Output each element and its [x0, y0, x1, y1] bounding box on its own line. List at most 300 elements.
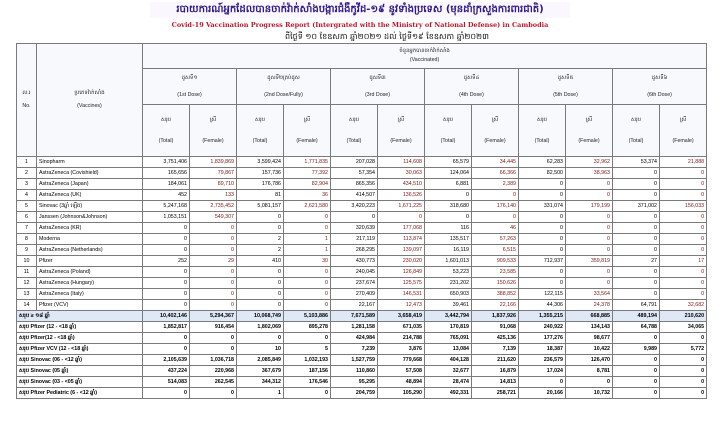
row-value: 0	[660, 168, 707, 179]
row-value: 150,626	[472, 278, 519, 289]
subtotal-value: 28,474	[425, 377, 472, 388]
dose-en: (5th Dose)	[553, 91, 578, 98]
row-value: 0	[190, 267, 237, 278]
female-en: (Female)	[578, 137, 600, 144]
row-value: 0	[143, 300, 190, 311]
row-value: 0	[519, 190, 566, 201]
subtotal-value: 765,091	[425, 333, 472, 344]
subtotal-value: 0	[190, 344, 237, 355]
row-value: 0	[519, 245, 566, 256]
row-value: 0	[566, 190, 613, 201]
subtotal-value: 0	[613, 366, 660, 377]
row-value: 0	[613, 245, 660, 256]
subtotal-value: 10,422	[566, 344, 613, 355]
row-value: 230,020	[378, 256, 425, 267]
row-value: 414,507	[331, 190, 378, 201]
row-no: 2	[17, 168, 37, 179]
col-no-header	[17, 44, 37, 157]
col-vaccine-kh: ប្រភេទវ៉ាក់សាំង	[74, 90, 105, 96]
table-row	[17, 168, 707, 179]
subtotal-value: 258,721	[472, 388, 519, 399]
row-vaccine: Sinovac (3ឆ្នាំ ឡើង)	[37, 201, 143, 212]
row-value: 434,510	[378, 179, 425, 190]
row-value: 114,608	[378, 157, 425, 168]
subtotal-value: 0	[143, 333, 190, 344]
row-value: 77,392	[284, 168, 331, 179]
row-value: 125,575	[378, 278, 425, 289]
row-value: 1,601,013	[425, 256, 472, 267]
row-value: 359,819	[566, 256, 613, 267]
subtotal-value: 10,732	[566, 388, 613, 399]
row-value: 0	[660, 212, 707, 223]
subtotal-value: 0	[613, 333, 660, 344]
row-value: 0	[519, 234, 566, 245]
row-value: 81	[237, 190, 284, 201]
vaccinated-en: (Vaccinated)	[409, 57, 440, 63]
row-vaccine: AstraZeneca (Covishield)	[37, 168, 143, 179]
sum-row	[17, 311, 707, 322]
dose-en: (3rd Dose)	[364, 91, 391, 98]
row-no: 13	[17, 289, 37, 300]
subtotal-value: 1,281,158	[331, 322, 378, 333]
subtotal-value: 424,984	[331, 333, 378, 344]
row-value: 0	[143, 267, 190, 278]
row-value: 0	[566, 278, 613, 289]
row-value: 865,356	[331, 179, 378, 190]
subtotal-value: 0	[660, 355, 707, 366]
table-row	[17, 300, 707, 311]
subtotal-value: 95,295	[331, 377, 378, 388]
female-kh: ស្រី	[397, 116, 405, 123]
row-value: 0	[613, 278, 660, 289]
dose-header-2	[237, 69, 331, 105]
dose-kh: ដូសទី៥	[557, 74, 574, 81]
table-row	[17, 289, 707, 300]
row-value: 909,533	[472, 256, 519, 267]
row-value: 124,064	[425, 168, 472, 179]
row-value: 1	[284, 234, 331, 245]
row-vaccine: Moderna	[37, 234, 143, 245]
female-header	[190, 105, 237, 157]
dose-header-4	[425, 69, 519, 105]
female-kh: ស្រី	[303, 116, 311, 123]
table-row	[17, 157, 707, 168]
row-value: 33,564	[566, 289, 613, 300]
row-value: 0	[143, 278, 190, 289]
subtotal-value: 0	[660, 333, 707, 344]
row-value: 0	[613, 267, 660, 278]
row-value: 0	[660, 267, 707, 278]
subtotal-value: 204,759	[331, 388, 378, 399]
subtotal-value: 10	[237, 344, 284, 355]
row-value: 0	[237, 289, 284, 300]
row-value: 66,366	[472, 168, 519, 179]
subtotal-label: សរុប Pfizer (12 - <18 ឆ្នាំ)	[17, 322, 143, 333]
vaccination-table	[16, 43, 707, 399]
female-en: (Female)	[296, 137, 318, 144]
row-value: 0	[613, 168, 660, 179]
report-title-khmer: របាយការណ៍អ្នកដែលបានចាក់វ៉ាក់សាំងបង្ការជំងឺកូវីដ-១៩ នូវទាំងប្រទេស (មុនដាំក្រសួងការពារជាតិ)	[150, 2, 570, 18]
subtotal-value: 5,772	[660, 344, 707, 355]
row-value: 44,306	[519, 300, 566, 311]
sum-value: 668,885	[566, 311, 613, 322]
row-no: 5	[17, 201, 37, 212]
row-value: 0	[190, 223, 237, 234]
row-value: 410	[237, 256, 284, 267]
row-value: 0	[660, 278, 707, 289]
total-header	[519, 105, 566, 157]
total-en: (Total)	[158, 137, 174, 144]
table-row	[17, 179, 707, 190]
row-value: 0	[613, 223, 660, 234]
subtotal-label: សរុប Sinovac (06 - <12 ឆ្នាំ)	[17, 355, 143, 366]
subtotal-value: 240,922	[519, 322, 566, 333]
subtotal-value: 16,879	[472, 366, 519, 377]
row-no: 3	[17, 179, 37, 190]
subtotal-row	[17, 333, 707, 344]
row-value: 0	[519, 212, 566, 223]
row-value: 0	[190, 234, 237, 245]
female-en: (Female)	[672, 137, 694, 144]
subtotal-value: 0	[613, 355, 660, 366]
sum-value: 3,658,419	[378, 311, 425, 322]
row-no: 7	[17, 223, 37, 234]
row-value: 2	[237, 234, 284, 245]
row-value: 29	[190, 256, 237, 267]
dose-kh: ដូសទី២គ្រប់ដូស	[267, 74, 300, 81]
row-no: 11	[17, 267, 37, 278]
row-value: 135,517	[425, 234, 472, 245]
subtotal-value: 344,312	[237, 377, 284, 388]
row-value: 146,531	[378, 289, 425, 300]
row-value: 38,963	[566, 168, 613, 179]
row-value: 64,791	[613, 300, 660, 311]
subtotal-value: 425,136	[472, 333, 519, 344]
sum-value: 10,402,146	[143, 311, 190, 322]
dose-kh: ដូសទី១	[181, 74, 198, 81]
row-vaccine: Sinopharm	[37, 157, 143, 168]
row-value: 176,786	[237, 179, 284, 190]
dose-en: (6th Dose)	[647, 91, 672, 98]
subtotal-value: 236,579	[519, 355, 566, 366]
row-no: 9	[17, 245, 37, 256]
subtotal-value: 211,620	[472, 355, 519, 366]
row-value: 53,374	[613, 157, 660, 168]
subtotal-value: 177,276	[519, 333, 566, 344]
subtotal-value: 1,852,817	[143, 322, 190, 333]
row-value: 6,515	[472, 245, 519, 256]
vaccinated-kh: ចំនួនអ្នកបានចាក់វ៉ាក់សាំង	[399, 48, 450, 54]
total-en: (Total)	[252, 137, 268, 144]
row-value: 430,773	[331, 256, 378, 267]
row-value: 0	[472, 190, 519, 201]
row-value: 650,903	[425, 289, 472, 300]
row-value: 89,710	[190, 179, 237, 190]
female-kh: ស្រី	[491, 116, 499, 123]
row-value: 62,283	[519, 157, 566, 168]
row-value: 549,307	[190, 212, 237, 223]
row-value: 0	[660, 223, 707, 234]
row-value: 57,354	[331, 168, 378, 179]
subtotal-value: 0	[237, 333, 284, 344]
subtotal-value: 7,239	[331, 344, 378, 355]
row-value: 82,500	[519, 168, 566, 179]
subtotal-value: 0	[660, 388, 707, 399]
row-value: 1,771,835	[284, 157, 331, 168]
row-value: 34,445	[472, 157, 519, 168]
row-value: 22,167	[331, 300, 378, 311]
dose-en: (2nd Dose/Fully)	[264, 91, 303, 98]
subtotal-value: 0	[519, 377, 566, 388]
subtotal-value: 2,085,849	[237, 355, 284, 366]
row-value: 712,937	[519, 256, 566, 267]
row-value: 0	[566, 234, 613, 245]
row-value: 0	[519, 223, 566, 234]
row-no: 14	[17, 300, 37, 311]
row-value: 0	[284, 223, 331, 234]
female-header	[284, 105, 331, 157]
subtotal-value: 176,546	[284, 377, 331, 388]
dose-kh: ដូសទី៦	[651, 74, 668, 81]
subtotal-label: សរុប Pfizer VCV (12 - <18 ឆ្នាំ)	[17, 344, 143, 355]
subtotal-value: 18,387	[519, 344, 566, 355]
row-value: 237,674	[331, 278, 378, 289]
subtotal-value: 91,068	[472, 322, 519, 333]
subtotal-value: 32,677	[425, 366, 472, 377]
row-value: 30	[284, 256, 331, 267]
row-value: 331,074	[519, 201, 566, 212]
row-value: 0	[660, 245, 707, 256]
subtotal-value: 214,788	[378, 333, 425, 344]
total-kh: សរុប	[254, 116, 266, 123]
row-no: 4	[17, 190, 37, 201]
row-value: 0	[660, 190, 707, 201]
row-value: 0	[378, 212, 425, 223]
row-value: 0	[519, 179, 566, 190]
row-value: 0	[566, 245, 613, 256]
row-value: 3,420,223	[331, 201, 378, 212]
row-value: 0	[143, 234, 190, 245]
row-value: 22,166	[472, 300, 519, 311]
table-row	[17, 201, 707, 212]
row-value: 0	[284, 278, 331, 289]
row-value: 177,068	[378, 223, 425, 234]
row-value: 3,751,406	[143, 157, 190, 168]
subtotal-value: 0	[660, 377, 707, 388]
row-value: 0	[190, 300, 237, 311]
report-title-english: Covid-19 Vaccination Progress Report (Intergrated with the Ministry of National Defense) in Cambodia	[171, 21, 549, 29]
row-vaccine: AstraZeneca (Italy)	[37, 289, 143, 300]
total-kh: សរុប	[536, 116, 548, 123]
female-en: (Female)	[390, 137, 412, 144]
row-value: 0	[425, 190, 472, 201]
subtotal-value: 262,545	[190, 377, 237, 388]
subtotal-value: 1,527,759	[331, 355, 378, 366]
table-row	[17, 223, 707, 234]
subtotal-value: 1,032,193	[284, 355, 331, 366]
subtotal-value: 514,083	[143, 377, 190, 388]
row-value: 126,849	[378, 267, 425, 278]
subtotal-value: 0	[660, 366, 707, 377]
row-no: 8	[17, 234, 37, 245]
col-no-en: No.	[22, 103, 31, 109]
sum-value: 7,671,589	[331, 311, 378, 322]
col-no-kh: ល.រ	[22, 90, 31, 96]
subtotal-value: 437,224	[143, 366, 190, 377]
subtotal-value: 170,819	[425, 322, 472, 333]
total-kh: សរុប	[160, 116, 172, 123]
row-value: 0	[660, 179, 707, 190]
subtotal-value: 5	[284, 344, 331, 355]
subtotal-label: សរុប Sinovac (05 ឆ្នាំ)	[17, 366, 143, 377]
subtotal-value: 0	[143, 344, 190, 355]
subtotal-value: 671,035	[378, 322, 425, 333]
row-value: 0	[237, 278, 284, 289]
row-value: 0	[143, 223, 190, 234]
row-value: 0	[613, 190, 660, 201]
total-header	[425, 105, 472, 157]
sum-label: សរុប ≥ ១៨ ឆ្នាំ	[17, 311, 143, 322]
row-vaccine: Janssen (Johnson&Johnson)	[37, 212, 143, 223]
subtotal-value: 9,989	[613, 344, 660, 355]
row-value: 2,735,452	[190, 201, 237, 212]
total-en: (Total)	[534, 137, 550, 144]
row-value: 0	[284, 212, 331, 223]
total-en: (Total)	[628, 137, 644, 144]
row-value: 217,119	[331, 234, 378, 245]
female-en: (Female)	[484, 137, 506, 144]
subtotal-value: 0	[143, 388, 190, 399]
subtotal-value: 3,876	[378, 344, 425, 355]
row-value: 0	[143, 245, 190, 256]
row-value: 179,199	[566, 201, 613, 212]
row-value: 139,097	[378, 245, 425, 256]
col-vaccine-header	[37, 44, 143, 157]
report-date-range: ពីថ្ងៃទី ១០ ខែឧសភា ឆ្នាំ២០២១ ដល់ ថ្ងៃទី១៩ ខែ​ឧសភា ឆ្នាំ២០២៣	[285, 32, 489, 41]
row-value: 65,579	[425, 157, 472, 168]
row-value: 113,874	[378, 234, 425, 245]
subtotal-value: 0	[284, 388, 331, 399]
row-value: 0	[660, 234, 707, 245]
subtotal-label: សរុប Pfizer Pediatric (6 - <12 ឆ្នាំ)	[17, 388, 143, 399]
row-value: 136,526	[378, 190, 425, 201]
vaccinated-header	[143, 44, 707, 69]
row-value: 133	[190, 190, 237, 201]
total-header	[331, 105, 378, 157]
total-header	[237, 105, 284, 157]
row-value: 388,852	[472, 289, 519, 300]
subtotal-value: 404,128	[425, 355, 472, 366]
row-value: 240,045	[331, 267, 378, 278]
subtotal-value: 0	[566, 377, 613, 388]
row-value: 23,585	[472, 267, 519, 278]
row-vaccine: AstraZeneca (Netherlands)	[37, 245, 143, 256]
row-value: 0	[425, 212, 472, 223]
row-vaccine: AstraZeneca (UK)	[37, 190, 143, 201]
subtotal-row	[17, 355, 707, 366]
dose-header-6	[613, 69, 707, 105]
row-value: 16,119	[425, 245, 472, 256]
table-row	[17, 234, 707, 245]
subtotal-value: 0	[613, 388, 660, 399]
female-header	[660, 105, 707, 157]
subtotal-value: 48,894	[378, 377, 425, 388]
row-value: 0	[284, 267, 331, 278]
row-value: 0	[613, 212, 660, 223]
dose-kh: ដូសទី៣	[369, 74, 386, 81]
total-kh: សរុប	[442, 116, 454, 123]
subtotal-value: 7,139	[472, 344, 519, 355]
subtotal-value: 1	[237, 388, 284, 399]
total-en: (Total)	[346, 137, 362, 144]
row-value: 0	[472, 212, 519, 223]
total-kh: សរុប	[348, 116, 360, 123]
row-value: 24,378	[566, 300, 613, 311]
table-row	[17, 245, 707, 256]
row-no: 1	[17, 157, 37, 168]
row-value: 79,867	[190, 168, 237, 179]
subtotal-value: 64,788	[613, 322, 660, 333]
row-value: 3,599,424	[237, 157, 284, 168]
row-value: 0	[190, 289, 237, 300]
subtotal-value: 13,084	[425, 344, 472, 355]
subtotal-value: 14,813	[472, 377, 519, 388]
row-value: 0	[143, 289, 190, 300]
row-value: 1	[284, 245, 331, 256]
row-value: 2	[237, 245, 284, 256]
subtotal-row	[17, 366, 707, 377]
total-header	[613, 105, 660, 157]
row-value: 231,202	[425, 278, 472, 289]
subtotal-value: 895,278	[284, 322, 331, 333]
row-value: 1,671,225	[378, 201, 425, 212]
row-value: 0	[566, 267, 613, 278]
total-header	[143, 105, 190, 157]
row-no: 6	[17, 212, 37, 223]
row-value: 270,409	[331, 289, 378, 300]
subtotal-value: 2,105,639	[143, 355, 190, 366]
subtotal-value: 187,156	[284, 366, 331, 377]
row-value: 0	[237, 212, 284, 223]
subtotal-value: 916,454	[190, 322, 237, 333]
row-value: 0	[190, 278, 237, 289]
row-value: 0	[566, 223, 613, 234]
total-kh: សរុប	[630, 116, 642, 123]
row-value: 184,061	[143, 179, 190, 190]
subtotal-value: 134,143	[566, 322, 613, 333]
row-value: 176,140	[472, 201, 519, 212]
sum-value: 1,837,926	[472, 311, 519, 322]
dose-en: (1st Dose)	[177, 91, 202, 98]
row-value: 0	[660, 289, 707, 300]
dose-en: (4th Dose)	[459, 91, 484, 98]
row-value: 12,473	[378, 300, 425, 311]
subtotal-value: 1,036,718	[190, 355, 237, 366]
row-value: 320,639	[331, 223, 378, 234]
row-value: 371,002	[613, 201, 660, 212]
row-no: 12	[17, 278, 37, 289]
row-value: 0	[284, 300, 331, 311]
subtotal-value: 98,677	[566, 333, 613, 344]
subtotal-value: 0	[284, 333, 331, 344]
sum-value: 5,294,367	[190, 311, 237, 322]
subtotal-value: 57,508	[378, 366, 425, 377]
row-value: 46	[472, 223, 519, 234]
row-value: 0	[237, 267, 284, 278]
row-vaccine: AstraZeneca (Poland)	[37, 267, 143, 278]
table-row	[17, 256, 707, 267]
sum-value: 3,442,794	[425, 311, 472, 322]
